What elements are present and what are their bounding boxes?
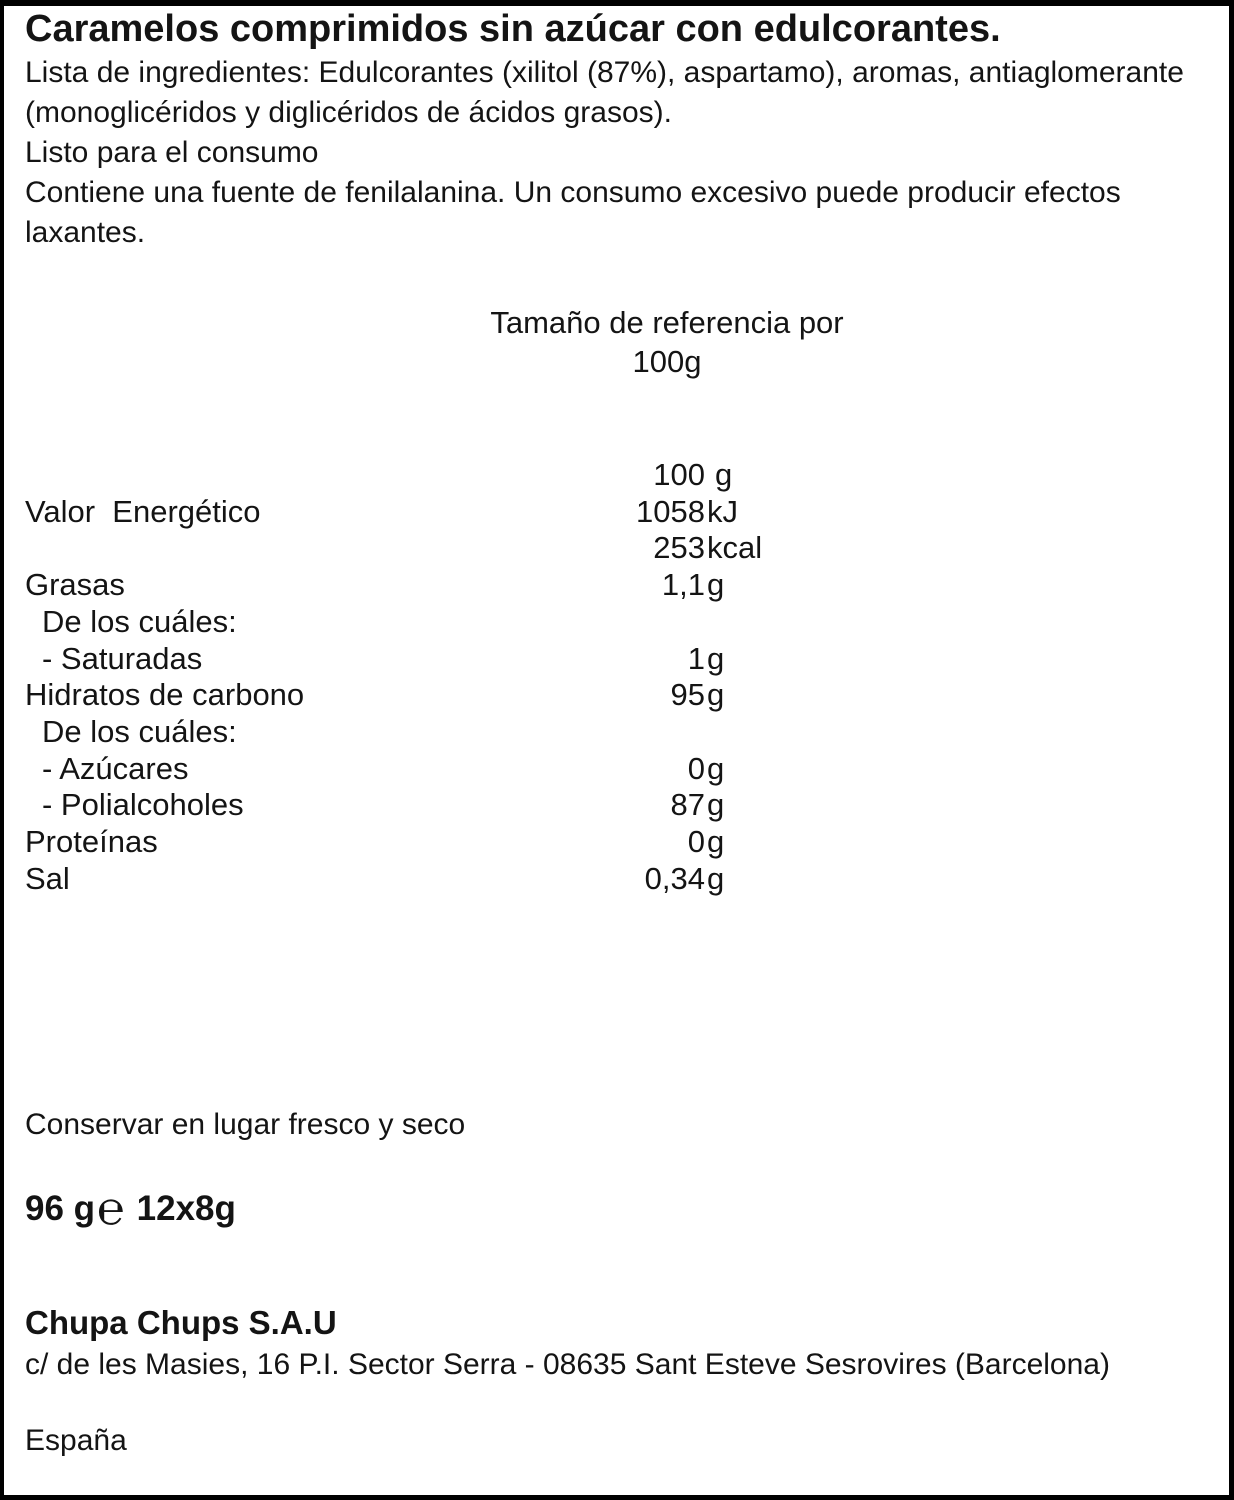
nutrient-label: - Saturadas bbox=[42, 640, 203, 676]
phenylalanine-warning: Contiene una fuente de fenilalanina. Un consumo excesivo puede producir efectos laxantes. bbox=[25, 176, 1121, 249]
reference-size-line2: 100g bbox=[632, 344, 702, 379]
nutrition-row-protein bbox=[25, 824, 815, 861]
ingredients-list: Lista de ingredientes: Edulcorantes (xilitol (87%), aspartamo), aromas, antiaglomerante (monoglicéridos y diglicéridos de ácidos grasos). bbox=[25, 56, 1184, 129]
nutrient-value: 0 bbox=[687, 750, 705, 786]
nutrient-label: - Azúcares bbox=[42, 750, 189, 786]
nutrient-label: Proteínas bbox=[25, 824, 158, 860]
estimated-sign-icon: ℮ bbox=[97, 1182, 125, 1234]
product-title: Caramelos comprimidos sin azúcar con edulcorantes. bbox=[25, 8, 1001, 50]
nutrition-row-energy-kj bbox=[25, 494, 815, 531]
nutrition-row-carbohydrate bbox=[25, 677, 815, 714]
nutrient-value bbox=[455, 604, 705, 641]
nutrient-label: Hidratos de carbono bbox=[25, 677, 305, 713]
nutrient-unit: g bbox=[715, 457, 733, 492]
nutrient-label: Sal bbox=[25, 860, 70, 896]
nutrition-row-saturates bbox=[25, 641, 815, 678]
nutrient-unit: g bbox=[707, 860, 725, 896]
nutrient-value: 100 bbox=[653, 457, 705, 492]
net-weight-value: 96 g bbox=[25, 1189, 96, 1228]
storage-instructions: Conservar en lugar fresco y seco bbox=[25, 1108, 466, 1141]
nutrient-value: 95 bbox=[670, 677, 705, 713]
nutrition-row-polyols bbox=[25, 787, 815, 824]
nutrient-label: - Polialcoholes bbox=[42, 787, 244, 823]
manufacturer-country: España bbox=[25, 1424, 127, 1457]
nutrient-unit: g bbox=[707, 824, 725, 860]
nutrition-row-energy-kcal bbox=[25, 530, 815, 567]
nutrient-value: 0,34 bbox=[644, 860, 705, 896]
nutrient-value: 87 bbox=[670, 787, 705, 823]
reference-size-line1: Tamaño de referencia por bbox=[490, 305, 844, 340]
nutrient-unit: g bbox=[707, 640, 725, 676]
nutrient-value: 1 bbox=[687, 640, 705, 676]
manufacturer-name: Chupa Chups S.A.U bbox=[25, 1304, 337, 1341]
nutrient-label: Valor Energético bbox=[25, 493, 261, 529]
nutrient-value: 1,1 bbox=[661, 567, 705, 603]
net-weight bbox=[25, 1182, 236, 1234]
nutrient-unit bbox=[705, 604, 805, 641]
nutrient-unit: g bbox=[707, 787, 725, 823]
pack-format: 12x8g bbox=[136, 1189, 236, 1228]
nutrient-unit: kcal bbox=[707, 530, 763, 566]
manufacturer-address: c/ de les Masies, 16 P.I. Sector Serra - 08635 Sant Esteve Sesrovires (Barcelona) bbox=[25, 1348, 1110, 1381]
nutrient-unit bbox=[705, 714, 805, 751]
nutrient-value: 1058 bbox=[636, 493, 705, 529]
nutrient-label: De los cuáles: bbox=[42, 713, 237, 749]
nutrition-row-of-which-fat bbox=[25, 604, 815, 641]
nutrition-row-fat bbox=[25, 567, 815, 604]
nutrient-value: 253 bbox=[653, 530, 705, 566]
nutrition-header-row bbox=[25, 457, 815, 494]
nutrient-label bbox=[25, 457, 455, 494]
ingredients-section bbox=[25, 53, 1210, 253]
nutrient-label: De los cuáles: bbox=[42, 603, 237, 639]
reference-size-heading bbox=[100, 303, 1234, 381]
ready-to-eat-note: Listo para el consumo bbox=[25, 136, 319, 169]
nutrition-table bbox=[25, 457, 815, 897]
nutrient-label: Grasas bbox=[25, 567, 125, 603]
nutrition-row-of-which-carb bbox=[25, 714, 815, 751]
nutrient-label bbox=[25, 530, 455, 567]
nutrient-unit: g bbox=[707, 677, 725, 713]
nutrition-row-sugars bbox=[25, 751, 815, 788]
nutrient-unit: kJ bbox=[707, 493, 738, 529]
nutrient-value: 0 bbox=[687, 824, 705, 860]
nutrition-row-salt bbox=[25, 861, 815, 898]
nutrient-unit: g bbox=[707, 567, 725, 603]
nutrient-value bbox=[455, 714, 705, 751]
nutrient-unit: g bbox=[707, 750, 725, 786]
